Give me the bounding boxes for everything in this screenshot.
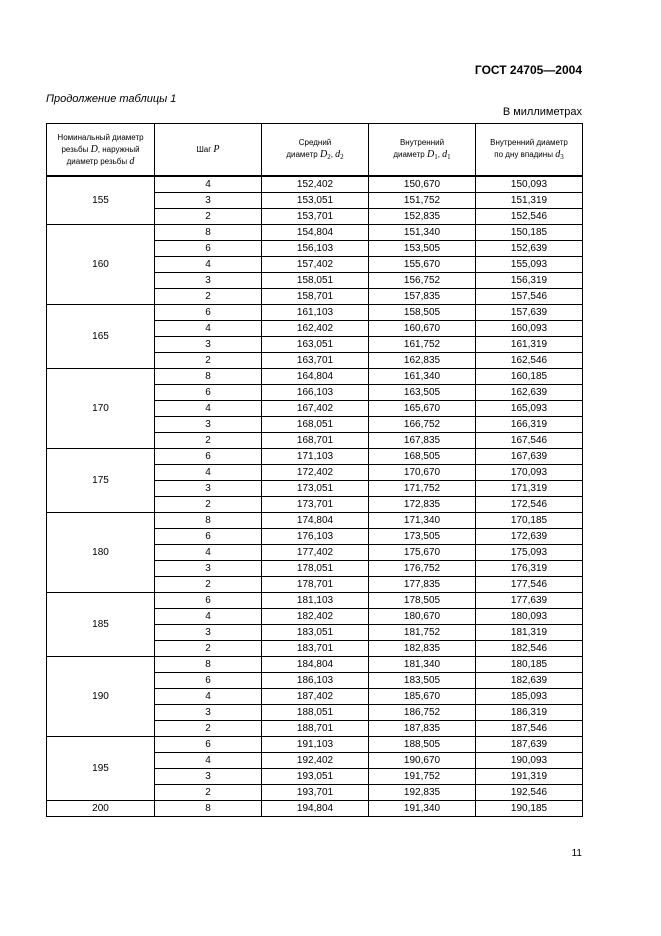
- inner-diameter-cell: 190,670: [369, 753, 476, 769]
- mean-diameter-cell: 184,804: [262, 657, 369, 673]
- mean-diameter-cell: 163,051: [262, 337, 369, 353]
- header-root-line1: Внутренний диаметр: [490, 137, 568, 147]
- root-diameter-cell: 156,319: [476, 273, 583, 289]
- pitch-cell: 2: [155, 353, 262, 369]
- pitch-cell: 4: [155, 321, 262, 337]
- nominal-diameter-cell: 200: [47, 801, 155, 817]
- table-row: [47, 657, 583, 673]
- header-nominal-line2a: резьбы: [61, 144, 89, 154]
- root-diameter-cell: 166,319: [476, 417, 583, 433]
- pitch-cell: 4: [155, 401, 262, 417]
- header-mean-line1: Средний: [298, 137, 332, 147]
- root-diameter-cell: 182,546: [476, 641, 583, 657]
- subscript-1b: 1: [447, 152, 451, 161]
- pitch-cell: 3: [155, 769, 262, 785]
- mean-diameter-cell: 183,701: [262, 641, 369, 657]
- nominal-diameter-cell: 190: [47, 657, 155, 737]
- inner-diameter-cell: 185,670: [369, 689, 476, 705]
- mean-diameter-cell: 168,051: [262, 417, 369, 433]
- pitch-cell: 4: [155, 545, 262, 561]
- pitch-cell: 2: [155, 721, 262, 737]
- pitch-cell: 8: [155, 513, 262, 529]
- pitch-cell: 6: [155, 673, 262, 689]
- table-row: [47, 369, 583, 385]
- inner-diameter-cell: 187,835: [369, 721, 476, 737]
- inner-diameter-cell: 188,505: [369, 737, 476, 753]
- pitch-cell: 2: [155, 289, 262, 305]
- inner-diameter-cell: 171,340: [369, 513, 476, 529]
- mean-diameter-cell: 182,402: [262, 609, 369, 625]
- inner-diameter-cell: 180,670: [369, 609, 476, 625]
- root-diameter-cell: 170,093: [476, 465, 583, 481]
- pitch-cell: 2: [155, 641, 262, 657]
- header-mean-line2: диаметр: [286, 149, 318, 159]
- inner-diameter-cell: 162,835: [369, 353, 476, 369]
- inner-diameter-cell: 192,835: [369, 785, 476, 801]
- root-diameter-cell: 162,639: [476, 385, 583, 401]
- root-diameter-cell: 181,319: [476, 625, 583, 641]
- header-mean-diameter: Средний диаметр D2, d2: [262, 124, 369, 177]
- root-diameter-cell: 175,093: [476, 545, 583, 561]
- mean-diameter-cell: 191,103: [262, 737, 369, 753]
- nominal-diameter-cell: 175: [47, 449, 155, 513]
- table-continuation-label: Продолжение таблицы 1: [46, 93, 177, 105]
- inner-diameter-cell: 151,752: [369, 193, 476, 209]
- table-row: [47, 176, 583, 193]
- header-nominal-line1: Номинальный диаметр: [57, 132, 144, 142]
- mean-diameter-cell: 183,051: [262, 625, 369, 641]
- nominal-diameter-cell: 195: [47, 737, 155, 801]
- mean-diameter-cell: 181,103: [262, 593, 369, 609]
- header-pitch-label: Шаг: [196, 144, 212, 154]
- subscript-3: 3: [560, 152, 564, 161]
- symbol-D2: D: [319, 148, 328, 160]
- table-row: [47, 513, 583, 529]
- mean-diameter-cell: 156,103: [262, 241, 369, 257]
- pitch-cell: 3: [155, 481, 262, 497]
- symbol-d1: d: [442, 148, 448, 160]
- table-row: [47, 225, 583, 241]
- header-inner-line2: диаметр: [393, 149, 425, 159]
- root-diameter-cell: 160,185: [476, 369, 583, 385]
- symbol-d: d: [129, 155, 135, 167]
- page-number: 11: [571, 848, 582, 859]
- inner-diameter-cell: 177,835: [369, 577, 476, 593]
- thread-diameter-table: [46, 123, 583, 817]
- pitch-cell: 4: [155, 753, 262, 769]
- root-diameter-cell: 161,319: [476, 337, 583, 353]
- inner-diameter-cell: 156,752: [369, 273, 476, 289]
- root-diameter-cell: 171,319: [476, 481, 583, 497]
- subscript-1: 1: [434, 152, 438, 161]
- mean-diameter-cell: 158,701: [262, 289, 369, 305]
- inner-diameter-cell: 151,340: [369, 225, 476, 241]
- root-diameter-cell: 157,639: [476, 305, 583, 321]
- root-diameter-cell: 150,185: [476, 225, 583, 241]
- pitch-cell: 2: [155, 209, 262, 225]
- mean-diameter-cell: 194,804: [262, 801, 369, 817]
- mean-diameter-cell: 173,051: [262, 481, 369, 497]
- mean-diameter-cell: 153,051: [262, 193, 369, 209]
- subscript-2b: 2: [340, 152, 344, 161]
- pitch-cell: 4: [155, 689, 262, 705]
- table-row: [47, 737, 583, 753]
- mean-diameter-cell: 166,103: [262, 385, 369, 401]
- nominal-diameter-cell: 160: [47, 225, 155, 305]
- root-diameter-cell: 180,093: [476, 609, 583, 625]
- symbol-d2: d: [335, 148, 341, 160]
- symbol-D1: D: [426, 148, 435, 160]
- mean-diameter-cell: 188,701: [262, 721, 369, 737]
- header-pitch: [155, 124, 262, 177]
- document-code: ГОСТ 24705—2004: [474, 63, 582, 77]
- inner-diameter-cell: 191,752: [369, 769, 476, 785]
- pitch-cell: 2: [155, 785, 262, 801]
- header-inner-diameter: Внутренний диаметр D1, d1: [369, 124, 476, 177]
- nominal-diameter-cell: 170: [47, 369, 155, 449]
- root-diameter-cell: 172,546: [476, 497, 583, 513]
- root-diameter-cell: 182,639: [476, 673, 583, 689]
- symbol-d3: d: [555, 148, 561, 160]
- root-diameter-cell: 187,546: [476, 721, 583, 737]
- inner-diameter-cell: 168,505: [369, 449, 476, 465]
- table-row: [47, 305, 583, 321]
- root-diameter-cell: 167,639: [476, 449, 583, 465]
- mean-diameter-cell: 174,804: [262, 513, 369, 529]
- inner-diameter-cell: 163,505: [369, 385, 476, 401]
- mean-diameter-cell: 172,402: [262, 465, 369, 481]
- mean-diameter-cell: 152,402: [262, 176, 369, 193]
- mean-diameter-cell: 163,701: [262, 353, 369, 369]
- root-diameter-cell: 185,093: [476, 689, 583, 705]
- inner-diameter-cell: 152,835: [369, 209, 476, 225]
- inner-diameter-cell: 166,752: [369, 417, 476, 433]
- inner-diameter-cell: 175,670: [369, 545, 476, 561]
- mean-diameter-cell: 192,402: [262, 753, 369, 769]
- pitch-cell: 2: [155, 577, 262, 593]
- pitch-cell: 3: [155, 561, 262, 577]
- subscript-2: 2: [327, 152, 331, 161]
- inner-diameter-cell: 186,752: [369, 705, 476, 721]
- inner-diameter-cell: 171,752: [369, 481, 476, 497]
- nominal-diameter-cell: 185: [47, 593, 155, 657]
- mean-diameter-cell: 157,402: [262, 257, 369, 273]
- mean-diameter-cell: 193,051: [262, 769, 369, 785]
- inner-diameter-cell: 183,505: [369, 673, 476, 689]
- root-diameter-cell: 177,639: [476, 593, 583, 609]
- root-diameter-cell: 190,093: [476, 753, 583, 769]
- pitch-cell: 6: [155, 593, 262, 609]
- nominal-diameter-cell: 180: [47, 513, 155, 593]
- header-root-line2: по дну впадины: [494, 149, 553, 159]
- table-body: [47, 176, 583, 817]
- mean-diameter-cell: 188,051: [262, 705, 369, 721]
- root-diameter-cell: 162,546: [476, 353, 583, 369]
- root-diameter-cell: 167,546: [476, 433, 583, 449]
- mean-diameter-cell: 154,804: [262, 225, 369, 241]
- mean-diameter-cell: 161,103: [262, 305, 369, 321]
- root-diameter-cell: 180,185: [476, 657, 583, 673]
- table-header-row: [47, 124, 583, 177]
- symbol-D: D: [90, 143, 98, 155]
- header-root-diameter: [476, 124, 583, 177]
- pitch-cell: 4: [155, 257, 262, 273]
- pitch-cell: 3: [155, 273, 262, 289]
- header-inner-line1: Внутренний: [399, 137, 445, 147]
- symbol-P: P: [213, 143, 220, 155]
- root-diameter-cell: 165,093: [476, 401, 583, 417]
- pitch-cell: 4: [155, 176, 262, 193]
- pitch-cell: 6: [155, 529, 262, 545]
- inner-diameter-cell: 161,340: [369, 369, 476, 385]
- pitch-cell: 8: [155, 225, 262, 241]
- root-diameter-cell: 187,639: [476, 737, 583, 753]
- pitch-cell: 8: [155, 801, 262, 817]
- root-diameter-cell: 170,185: [476, 513, 583, 529]
- inner-diameter-cell: 160,670: [369, 321, 476, 337]
- root-diameter-cell: 157,546: [476, 289, 583, 305]
- mean-diameter-cell: 164,804: [262, 369, 369, 385]
- units-label: В миллиметрах: [502, 106, 582, 118]
- root-diameter-cell: 186,319: [476, 705, 583, 721]
- pitch-cell: 4: [155, 609, 262, 625]
- mean-diameter-cell: 173,701: [262, 497, 369, 513]
- root-diameter-cell: 150,093: [476, 176, 583, 193]
- pitch-cell: 6: [155, 449, 262, 465]
- root-diameter-cell: 177,546: [476, 577, 583, 593]
- inner-diameter-cell: 167,835: [369, 433, 476, 449]
- mean-diameter-cell: 167,402: [262, 401, 369, 417]
- pitch-cell: 2: [155, 433, 262, 449]
- root-diameter-cell: 190,185: [476, 801, 583, 817]
- root-diameter-cell: 152,639: [476, 241, 583, 257]
- mean-diameter-cell: 153,701: [262, 209, 369, 225]
- root-diameter-cell: 152,546: [476, 209, 583, 225]
- mean-diameter-cell: 178,701: [262, 577, 369, 593]
- pitch-cell: 3: [155, 705, 262, 721]
- mean-diameter-cell: 186,103: [262, 673, 369, 689]
- inner-diameter-cell: 182,835: [369, 641, 476, 657]
- nominal-diameter-cell: 165: [47, 305, 155, 369]
- mean-diameter-cell: 158,051: [262, 273, 369, 289]
- pitch-cell: 6: [155, 305, 262, 321]
- mean-diameter-cell: 178,051: [262, 561, 369, 577]
- inner-diameter-cell: 150,670: [369, 176, 476, 193]
- table-row: [47, 449, 583, 465]
- inner-diameter-cell: 173,505: [369, 529, 476, 545]
- mean-diameter-cell: 187,402: [262, 689, 369, 705]
- root-diameter-cell: 155,093: [476, 257, 583, 273]
- pitch-cell: 4: [155, 465, 262, 481]
- inner-diameter-cell: 157,835: [369, 289, 476, 305]
- root-diameter-cell: 176,319: [476, 561, 583, 577]
- inner-diameter-cell: 181,340: [369, 657, 476, 673]
- mean-diameter-cell: 193,701: [262, 785, 369, 801]
- pitch-cell: 6: [155, 737, 262, 753]
- inner-diameter-cell: 161,752: [369, 337, 476, 353]
- mean-diameter-cell: 177,402: [262, 545, 369, 561]
- inner-diameter-cell: 172,835: [369, 497, 476, 513]
- inner-diameter-cell: 155,670: [369, 257, 476, 273]
- root-diameter-cell: 191,319: [476, 769, 583, 785]
- root-diameter-cell: 172,639: [476, 529, 583, 545]
- root-diameter-cell: 151,319: [476, 193, 583, 209]
- inner-diameter-cell: 181,752: [369, 625, 476, 641]
- pitch-cell: 8: [155, 657, 262, 673]
- inner-diameter-cell: 165,670: [369, 401, 476, 417]
- table-row: [47, 801, 583, 817]
- header-nominal-diameter: [47, 124, 155, 177]
- mean-diameter-cell: 176,103: [262, 529, 369, 545]
- header-nominal-line3: диаметр резьбы: [66, 156, 128, 166]
- inner-diameter-cell: 191,340: [369, 801, 476, 817]
- inner-diameter-cell: 176,752: [369, 561, 476, 577]
- pitch-cell: 6: [155, 241, 262, 257]
- nominal-diameter-cell: 155: [47, 176, 155, 225]
- table-row: [47, 593, 583, 609]
- root-diameter-cell: 192,546: [476, 785, 583, 801]
- inner-diameter-cell: 158,505: [369, 305, 476, 321]
- inner-diameter-cell: 153,505: [369, 241, 476, 257]
- pitch-cell: 3: [155, 625, 262, 641]
- mean-diameter-cell: 162,402: [262, 321, 369, 337]
- pitch-cell: 3: [155, 337, 262, 353]
- mean-diameter-cell: 171,103: [262, 449, 369, 465]
- pitch-cell: 6: [155, 385, 262, 401]
- inner-diameter-cell: 170,670: [369, 465, 476, 481]
- pitch-cell: 2: [155, 497, 262, 513]
- pitch-cell: 3: [155, 193, 262, 209]
- root-diameter-cell: 160,093: [476, 321, 583, 337]
- inner-diameter-cell: 178,505: [369, 593, 476, 609]
- pitch-cell: 8: [155, 369, 262, 385]
- header-nominal-line2b: , наружный: [97, 144, 140, 154]
- mean-diameter-cell: 168,701: [262, 433, 369, 449]
- pitch-cell: 3: [155, 417, 262, 433]
